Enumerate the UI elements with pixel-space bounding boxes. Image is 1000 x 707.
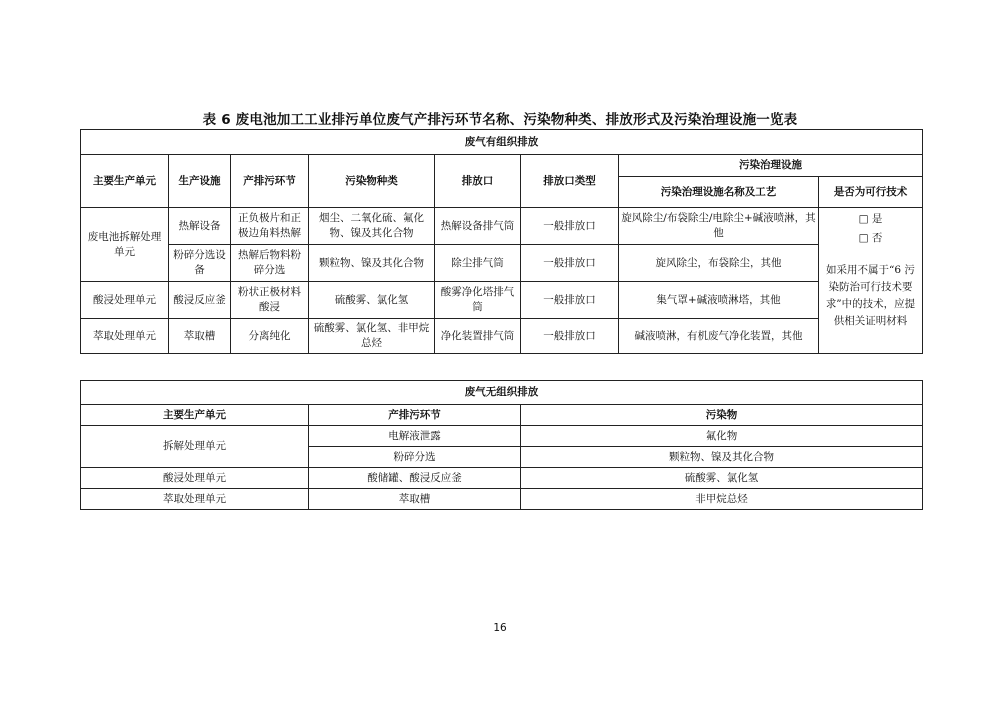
cell-feasible [819, 208, 923, 354]
cell-pollutant: 颗粒物、镍及其化合物 [309, 245, 435, 282]
header-treatment-name: 污染治理设施名称及工艺 [619, 177, 819, 208]
header-unit: 主要生产单元 [81, 405, 309, 426]
cell-unit: 废电池拆解处理单元 [81, 208, 169, 282]
cell-unit: 萃取处理单元 [81, 489, 309, 510]
cell-link: 粉碎分选 [309, 447, 521, 468]
cell-pollutant: 颗粒物、镍及其化合物 [521, 447, 923, 468]
cell-link: 热解后物料粉碎分选 [231, 245, 309, 282]
cell-link: 分离纯化 [231, 319, 309, 354]
cell-link: 萃取槽 [309, 489, 521, 510]
unorganized-emission-table [80, 380, 923, 510]
page-number: 16 [493, 622, 507, 634]
feasible-no-checkbox[interactable]: □ 否 [858, 232, 883, 244]
cell-link: 粉状正极材料酸浸 [231, 282, 309, 319]
cell-treatment: 碱液喷淋，有机废气净化装置，其他 [619, 319, 819, 354]
cell-unit: 拆解处理单元 [81, 426, 309, 468]
cell-pollutant: 氟化物 [521, 426, 923, 447]
cell-treatment: 旋风除尘，布袋除尘，其他 [619, 245, 819, 282]
cell-unit: 酸浸处理单元 [81, 468, 309, 489]
table-caption: 表 6 废电池加工工业排污单位废气产排污环节名称、污染物种类、排放形式及污染治理设施一览表 [202, 112, 798, 128]
cell-facility: 酸浸反应釜 [169, 282, 231, 319]
cell-outlet-type: 一般排放口 [521, 245, 619, 282]
cell-outlet-type: 一般排放口 [521, 319, 619, 354]
header-feasible: 是否为可行技术 [819, 177, 923, 208]
cell-pollutant: 烟尘、二氧化硫、氟化物、镍及其化合物 [309, 208, 435, 245]
cell-treatment: 旋风除尘/布袋除尘/电除尘+碱液喷淋，其他 [619, 208, 819, 245]
header-facility: 生产设施 [169, 155, 231, 208]
cell-outlet-type: 一般排放口 [521, 282, 619, 319]
cell-pollutant: 硫酸雾、氯化氢、非甲烷总烃 [309, 319, 435, 354]
header-outlet: 排放口 [435, 155, 521, 208]
cell-outlet: 酸雾净化塔排气筒 [435, 282, 521, 319]
cell-facility: 粉碎分选设备 [169, 245, 231, 282]
cell-pollutant: 非甲烷总烃 [521, 489, 923, 510]
section-title-organized: 废气有组织排放 [81, 130, 923, 155]
header-link: 产排污环节 [231, 155, 309, 208]
header-treatment: 污染治理设施 [619, 155, 923, 177]
header-pollutant: 污染物种类 [309, 155, 435, 208]
cell-treatment: 集气罩+碱液喷淋塔，其他 [619, 282, 819, 319]
cell-outlet: 热解设备排气筒 [435, 208, 521, 245]
header-pollutant: 污染物 [521, 405, 923, 426]
cell-facility: 萃取槽 [169, 319, 231, 354]
cell-pollutant: 硫酸雾、氯化氢 [309, 282, 435, 319]
section-title-unorganized: 废气无组织排放 [81, 381, 923, 405]
header-link: 产排污环节 [309, 405, 521, 426]
cell-outlet: 除尘排气筒 [435, 245, 521, 282]
feasible-yes-checkbox[interactable]: □ 是 [858, 213, 883, 225]
cell-unit: 萃取处理单元 [81, 319, 169, 354]
feasible-note: 如采用不属于“6 污染防治可行技术要求”中的技术，应提供相关证明材料 [825, 264, 916, 327]
cell-outlet: 净化装置排气筒 [435, 319, 521, 354]
header-unit: 主要生产单元 [81, 155, 169, 208]
cell-link: 正负极片和正极边角料热解 [231, 208, 309, 245]
cell-facility: 热解设备 [169, 208, 231, 245]
cell-link: 酸储罐、酸浸反应釜 [309, 468, 521, 489]
cell-link: 电解液泄露 [309, 426, 521, 447]
cell-pollutant: 硫酸雾、氯化氢 [521, 468, 923, 489]
organized-emission-table [80, 129, 923, 354]
cell-outlet-type: 一般排放口 [521, 208, 619, 245]
header-outlet-type: 排放口类型 [521, 155, 619, 208]
cell-unit: 酸浸处理单元 [81, 282, 169, 319]
